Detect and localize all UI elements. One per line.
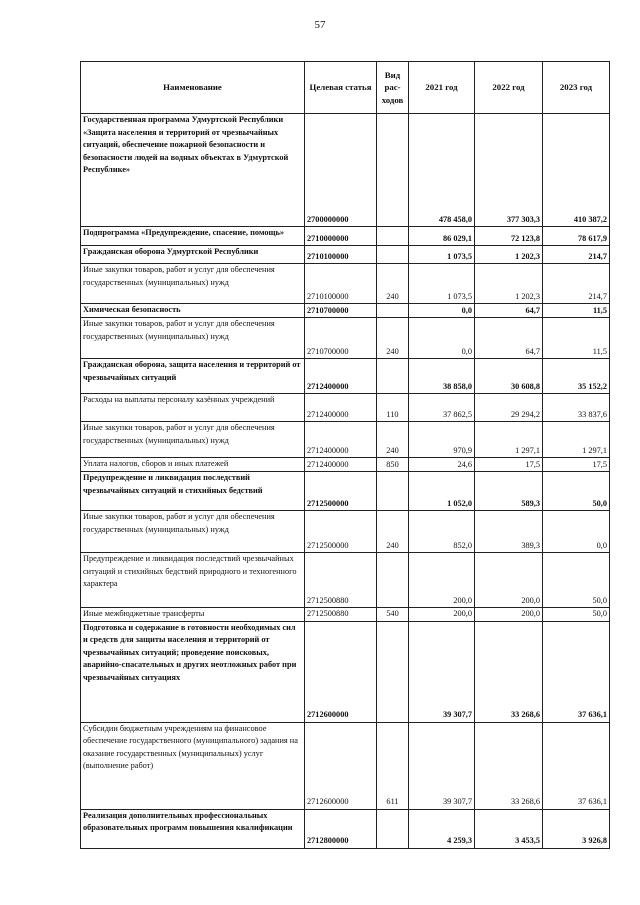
row-target-article: 2710100000 xyxy=(305,264,377,304)
row-name: Иные межбюджетные трансферты xyxy=(81,608,305,622)
row-value-2023: 11,5 xyxy=(543,304,610,318)
row-value-2022: 64,7 xyxy=(475,304,543,318)
row-value-2023: 410 387,2 xyxy=(543,114,610,227)
row-value-2021: 970,9 xyxy=(409,422,475,458)
row-value-2023: 214,7 xyxy=(543,264,610,304)
table-row xyxy=(81,511,610,553)
row-value-2021: 37 862,5 xyxy=(409,394,475,422)
table-row xyxy=(81,722,610,809)
row-value-2021: 39 307,7 xyxy=(409,621,475,722)
header-2022: 2022 год xyxy=(475,62,543,114)
table-row xyxy=(81,809,610,848)
row-expense-type: 850 xyxy=(377,458,409,472)
table-row xyxy=(81,359,610,394)
row-value-2022: 3 453,5 xyxy=(475,809,543,848)
row-expense-type: 611 xyxy=(377,722,409,809)
row-expense-type xyxy=(377,227,409,246)
row-name: Подготовка и содержание в готовности необходимых сил и средств для защиты населения и территорий от чрезвычайных ситуаций; проведение поисковых, аварийно-спасательных и других неотложных работ при чрезвычайных ситуациях xyxy=(81,621,305,722)
row-value-2021: 1 052,0 xyxy=(409,472,475,511)
table-row xyxy=(81,318,610,359)
row-value-2022: 1 202,3 xyxy=(475,264,543,304)
row-value-2021: 200,0 xyxy=(409,553,475,608)
header-target-article: Целевая статья xyxy=(305,62,377,114)
row-target-article: 2712500880 xyxy=(305,553,377,608)
row-expense-type: 240 xyxy=(377,422,409,458)
row-target-article: 2712400000 xyxy=(305,458,377,472)
row-expense-type xyxy=(377,809,409,848)
row-name: Субсидии бюджетным учреждениям на финансовое обеспечение государственного (муниципального) задания на оказание государственных (муниципальных) услуг (выполнение работ) xyxy=(81,722,305,809)
row-expense-type xyxy=(377,621,409,722)
row-name: Химическая безопасность xyxy=(81,304,305,318)
header-expense-type: Вид рас-ходов xyxy=(377,62,409,114)
header-row xyxy=(81,62,610,114)
row-value-2021: 1 073,5 xyxy=(409,264,475,304)
header-2023: 2023 год xyxy=(543,62,610,114)
row-name: Предупреждение и ликвидация последствий чрезвычайных ситуаций и стихийных бедствий xyxy=(81,472,305,511)
row-value-2021: 852,0 xyxy=(409,511,475,553)
table-row xyxy=(81,264,610,304)
row-value-2022: 33 268,6 xyxy=(475,621,543,722)
row-value-2022: 389,3 xyxy=(475,511,543,553)
row-target-article: 2700000000 xyxy=(305,114,377,227)
table-row xyxy=(81,304,610,318)
table-row xyxy=(81,608,610,622)
row-value-2022: 1 202,3 xyxy=(475,246,543,264)
row-expense-type: 240 xyxy=(377,511,409,553)
row-expense-type xyxy=(377,246,409,264)
row-target-article: 2712500000 xyxy=(305,511,377,553)
row-value-2021: 38 858,0 xyxy=(409,359,475,394)
row-value-2023: 50,0 xyxy=(543,472,610,511)
page-number: 57 xyxy=(314,19,326,31)
row-name: Уплата налогов, сборов и иных платежей xyxy=(81,458,305,472)
row-target-article: 2712500000 xyxy=(305,472,377,511)
row-value-2023: 214,7 xyxy=(543,246,610,264)
row-value-2021: 0,0 xyxy=(409,318,475,359)
row-target-article: 2712800000 xyxy=(305,809,377,848)
table-row xyxy=(81,422,610,458)
row-target-article: 2710700000 xyxy=(305,304,377,318)
row-expense-type: 240 xyxy=(377,318,409,359)
row-expense-type: 110 xyxy=(377,394,409,422)
row-expense-type: 240 xyxy=(377,264,409,304)
row-name: Гражданская оборона, защита населения и территорий от чрезвычайных ситуаций xyxy=(81,359,305,394)
row-target-article: 2710000000 xyxy=(305,227,377,246)
row-value-2022: 17,5 xyxy=(475,458,543,472)
row-expense-type: 540 xyxy=(377,608,409,622)
row-name: Гражданская оборона Удмуртской Республики xyxy=(81,246,305,264)
row-value-2021: 1 073,5 xyxy=(409,246,475,264)
row-value-2022: 1 297,1 xyxy=(475,422,543,458)
row-name: Иные закупки товаров, работ и услуг для обеспечения государственных (муниципальных) нужд xyxy=(81,422,305,458)
row-expense-type xyxy=(377,359,409,394)
row-value-2022: 589,3 xyxy=(475,472,543,511)
table-row xyxy=(81,553,610,608)
row-value-2023: 37 636,1 xyxy=(543,621,610,722)
row-value-2023: 17,5 xyxy=(543,458,610,472)
row-value-2023: 50,0 xyxy=(543,608,610,622)
table-row xyxy=(81,472,610,511)
row-target-article: 2712400000 xyxy=(305,394,377,422)
row-name: Иные закупки товаров, работ и услуг для обеспечения государственных (муниципальных) нужд xyxy=(81,318,305,359)
row-value-2021: 0,0 xyxy=(409,304,475,318)
row-value-2022: 29 294,2 xyxy=(475,394,543,422)
row-name: Расходы на выплаты персоналу казённых учреждений xyxy=(81,394,305,422)
row-value-2021: 24,6 xyxy=(409,458,475,472)
row-value-2021: 200,0 xyxy=(409,608,475,622)
row-target-article: 2712600000 xyxy=(305,722,377,809)
row-expense-type xyxy=(377,114,409,227)
row-value-2023: 1 297,1 xyxy=(543,422,610,458)
table-body xyxy=(81,114,610,849)
table-row xyxy=(81,246,610,264)
row-target-article: 2710100000 xyxy=(305,246,377,264)
row-expense-type xyxy=(377,304,409,318)
row-name: Предупреждение и ликвидация последствий чрезвычайных ситуаций и стихийных бедствий природного и техногенного характера xyxy=(81,553,305,608)
row-value-2022: 200,0 xyxy=(475,608,543,622)
row-expense-type xyxy=(377,553,409,608)
table-row xyxy=(81,458,610,472)
row-target-article: 2710700000 xyxy=(305,318,377,359)
row-value-2021: 4 259,3 xyxy=(409,809,475,848)
row-value-2021: 39 307,7 xyxy=(409,722,475,809)
row-name: Иные закупки товаров, работ и услуг для обеспечения государственных (муниципальных) нужд xyxy=(81,511,305,553)
row-target-article: 2712400000 xyxy=(305,359,377,394)
row-value-2022: 72 123,8 xyxy=(475,227,543,246)
row-value-2022: 33 268,6 xyxy=(475,722,543,809)
row-value-2023: 37 636,1 xyxy=(543,722,610,809)
row-name: Реализация дополнительных профессиональных образовательных программ повышения квалификации xyxy=(81,809,305,848)
table-row xyxy=(81,394,610,422)
row-value-2023: 35 152,2 xyxy=(543,359,610,394)
row-value-2023: 3 926,8 xyxy=(543,809,610,848)
table-row xyxy=(81,621,610,722)
row-name: Государственная программа Удмуртской Республики «Защита населения и территорий от чрезвычайных ситуаций, обеспечение пожарной безопасности и безопасности людей на водных объектах в Удмуртской Республике» xyxy=(81,114,305,227)
row-value-2022: 30 608,8 xyxy=(475,359,543,394)
row-name: Подпрограмма «Предупреждение, спасение, помощь» xyxy=(81,227,305,246)
row-value-2023: 50,0 xyxy=(543,553,610,608)
row-value-2023: 78 617,9 xyxy=(543,227,610,246)
row-value-2023: 33 837,6 xyxy=(543,394,610,422)
table-row xyxy=(81,114,610,227)
budget-table xyxy=(80,61,610,849)
row-value-2022: 200,0 xyxy=(475,553,543,608)
header-2021: 2021 год xyxy=(409,62,475,114)
row-target-article: 2712500880 xyxy=(305,608,377,622)
row-value-2022: 377 303,3 xyxy=(475,114,543,227)
row-target-article: 2712600000 xyxy=(305,621,377,722)
row-value-2023: 11,5 xyxy=(543,318,610,359)
row-target-article: 2712400000 xyxy=(305,422,377,458)
row-value-2022: 64,7 xyxy=(475,318,543,359)
row-value-2021: 478 458,0 xyxy=(409,114,475,227)
header-name: Наименование xyxy=(81,62,305,114)
row-expense-type xyxy=(377,472,409,511)
table-row xyxy=(81,227,610,246)
row-value-2021: 86 029,1 xyxy=(409,227,475,246)
row-value-2023: 0,0 xyxy=(543,511,610,553)
row-name: Иные закупки товаров, работ и услуг для обеспечения государственных (муниципальных) нужд xyxy=(81,264,305,304)
